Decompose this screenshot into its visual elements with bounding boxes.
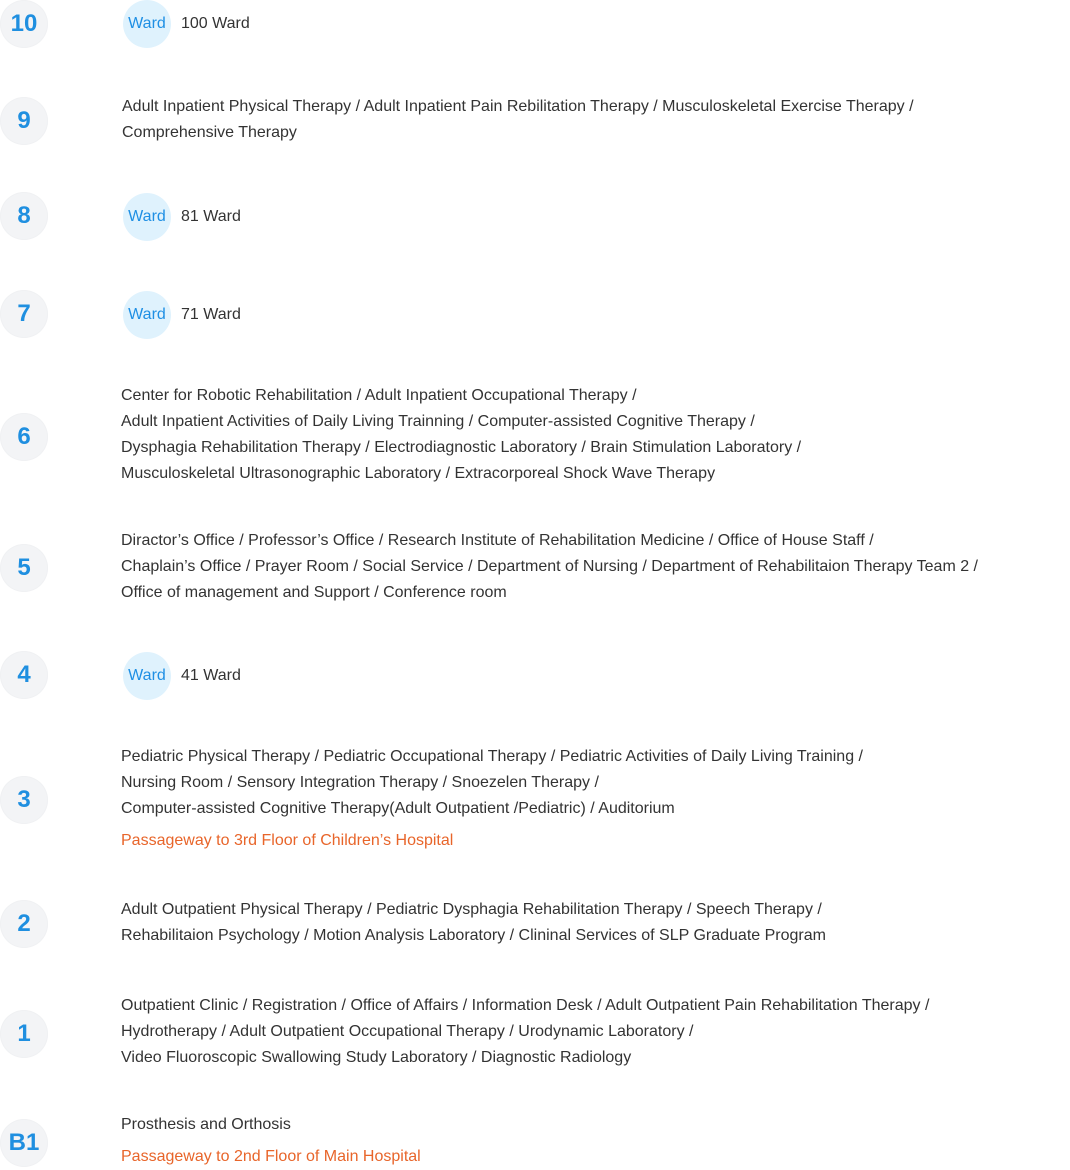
floor-badge-2: 2 <box>0 900 48 948</box>
department-line: Hydrotherapy / Adult Outpatient Occupational Therapy / Urodynamic Laboratory / <box>121 1023 694 1040</box>
department-line: Pediatric Physical Therapy / Pediatric Occupational Therapy / Pediatric Activities of Daily Living Training / <box>121 748 863 765</box>
floor-content-10 <box>121 0 1070 48</box>
floor-content-1 <box>121 993 1070 1071</box>
floor-content-8 <box>121 193 1070 241</box>
ward-name: 100 Ward <box>181 15 250 32</box>
ward-line <box>121 0 1070 48</box>
department-line: Nursing Room / Sensory Integration Therapy / Snoezelen Therapy / <box>121 774 599 791</box>
floor-content-5 <box>121 528 1070 606</box>
ward-tag: Ward <box>123 0 171 48</box>
department-line: Video Fluoroscopic Swallowing Study Laboratory / Diagnostic Radiology <box>121 1049 632 1066</box>
floor-badge-8: 8 <box>0 192 48 240</box>
floor-badge-10: 10 <box>0 0 48 48</box>
passageway-link[interactable]: Passageway to 3rd Floor of Children’s Hospital <box>121 832 454 849</box>
department-line: Adult Inpatient Physical Therapy / Adult Inpatient Pain Rebilitation Therapy / Musculoskeletal Exercise Therapy / <box>122 98 914 115</box>
ward-tag: Ward <box>123 291 171 339</box>
department-line: Adult Outpatient Physical Therapy / Pediatric Dysphagia Rehabilitation Therapy / Speech Therapy / <box>121 901 822 918</box>
department-line: Diractor’s Office / Professor’s Office / Research Institute of Rehabilitation Medicine / Office of House Staff / <box>121 532 874 549</box>
department-line: Prosthesis and Orthosis <box>121 1116 291 1133</box>
department-line: Dysphagia Rehabilitation Therapy / Electrodiagnostic Laboratory / Brain Stimulation Laboratory / <box>121 439 802 456</box>
floor-badge-7: 7 <box>0 290 48 338</box>
ward-line <box>121 193 1070 241</box>
department-line: Office of management and Support / Conference room <box>121 584 507 601</box>
floor-badge-3: 3 <box>0 776 48 824</box>
department-line: Comprehensive Therapy <box>122 124 297 141</box>
ward-name: 41 Ward <box>181 667 241 684</box>
floor-content-b1 <box>121 1112 1070 1170</box>
passageway-link[interactable]: Passageway to 2nd Floor of Main Hospital <box>121 1148 421 1165</box>
department-line: Rehabilitaion Psychology / Motion Analysis Laboratory / Clininal Services of SLP Graduate Program <box>121 927 826 944</box>
floor-badge-b1: B1 <box>0 1119 48 1167</box>
ward-name: 81 Ward <box>181 208 241 225</box>
ward-tag: Ward <box>123 193 171 241</box>
floor-content-2 <box>121 897 1070 949</box>
department-line: Computer-assisted Cognitive Therapy(Adult Outpatient /Pediatric) / Auditorium <box>121 800 675 817</box>
department-line: Outpatient Clinic / Registration / Office of Affairs / Information Desk / Adult Outpatient Pain Rehabilitation Therapy / <box>121 997 930 1014</box>
department-line: Center for Robotic Rehabilitation / Adult Inpatient Occupational Therapy / <box>121 387 637 404</box>
floor-content-3 <box>121 744 1070 854</box>
department-line: Chaplain’s Office / Prayer Room / Social Service / Department of Nursing / Department of Rehabilitaion Therapy Team 2 / <box>121 558 978 575</box>
floor-badge-5: 5 <box>0 544 48 592</box>
floor-badge-1: 1 <box>0 1010 48 1058</box>
floor-badge-6: 6 <box>0 413 48 461</box>
department-line: Adult Inpatient Activities of Daily Living Trainning / Computer-assisted Cognitive Therapy / <box>121 413 755 430</box>
ward-line <box>121 652 1070 700</box>
floor-badge-9: 9 <box>0 97 48 145</box>
floor-badge-4: 4 <box>0 651 48 699</box>
floor-content-9 <box>122 94 1070 146</box>
ward-name: 71 Ward <box>181 306 241 323</box>
floor-content-7 <box>121 291 1070 339</box>
floor-content-4 <box>121 652 1070 700</box>
floor-content-6 <box>121 383 1070 487</box>
ward-line <box>121 291 1070 339</box>
ward-tag: Ward <box>123 652 171 700</box>
department-line: Musculoskeletal Ultrasonographic Laboratory / Extracorporeal Shock Wave Therapy <box>121 465 716 482</box>
